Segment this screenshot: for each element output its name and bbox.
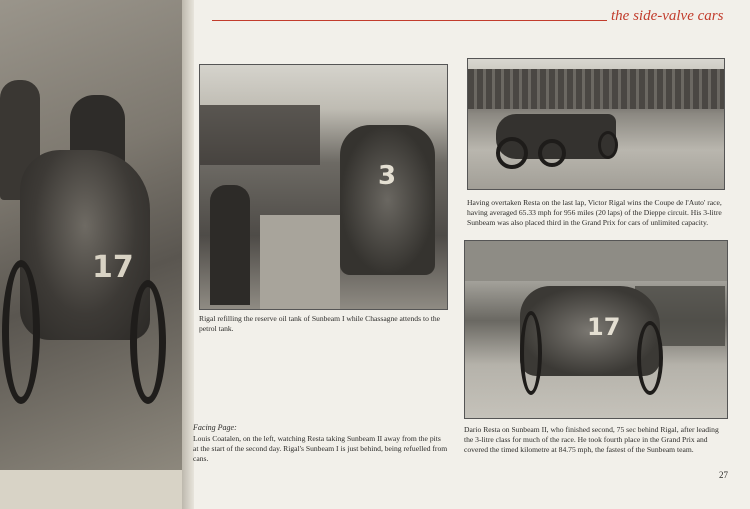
caption-pit-refill: Rigal refilling the reserve oil tank of Sunbeam I while Chassagne attends to the petrol tank. bbox=[199, 314, 441, 333]
race-car-body bbox=[20, 150, 150, 340]
pit-lane bbox=[260, 215, 340, 309]
caption-facing-page: Louis Coatalen, on the left, watching Resta taking Sunbeam II away from the pits at the start of the second day. Rigal's Sunbeam I is just behind, being refuelled from cans. bbox=[193, 434, 448, 463]
car-number: 17 bbox=[587, 313, 621, 341]
running-header: the side-valve cars bbox=[611, 8, 724, 24]
pit-stop-photo bbox=[199, 64, 448, 310]
car-wheel bbox=[538, 139, 566, 167]
mechanic-silhouette bbox=[210, 185, 250, 305]
crowd-silhouette bbox=[200, 105, 320, 165]
car-wheel bbox=[520, 311, 542, 395]
tree-line bbox=[465, 241, 727, 281]
grandstand bbox=[468, 69, 724, 109]
rigal-finish-photo bbox=[467, 58, 725, 190]
car-number: 3 bbox=[378, 161, 397, 191]
left-page bbox=[0, 0, 190, 509]
page-number: 27 bbox=[719, 470, 728, 480]
car-wheel-front bbox=[130, 280, 166, 404]
car-wheel bbox=[598, 131, 618, 159]
race-car-silhouette bbox=[340, 125, 435, 275]
car-wheel-rear bbox=[2, 260, 40, 404]
car-wheel bbox=[496, 137, 528, 169]
caption-rigal-win: Having overtaken Resta on the last lap, Victor Rigal wins the Coupe de l'Auto' race, having averaged 65.33 mph for 956 miles (20 laps) of the Dieppe circuit. His 3-litre Sunbeam was also placed third in the Grand Prix for cars of unlimited capacity. bbox=[467, 198, 722, 227]
car-wheel bbox=[637, 321, 663, 395]
header-rule bbox=[212, 20, 607, 21]
caption-resta: Dario Resta on Sunbeam II, who finished second, 75 sec behind Rigal, after leading the 3-litre class for much of the race. He took fourth place in the Grand Prix and covered the timed kilometre at 84.75 mph, the fastest of the Sunbeam team. bbox=[464, 425, 719, 454]
car-number: 17 bbox=[92, 250, 134, 285]
facing-page-label: Facing Page: bbox=[193, 423, 237, 432]
resta-car-photo bbox=[464, 240, 728, 419]
racing-car-photo-left bbox=[0, 0, 182, 470]
